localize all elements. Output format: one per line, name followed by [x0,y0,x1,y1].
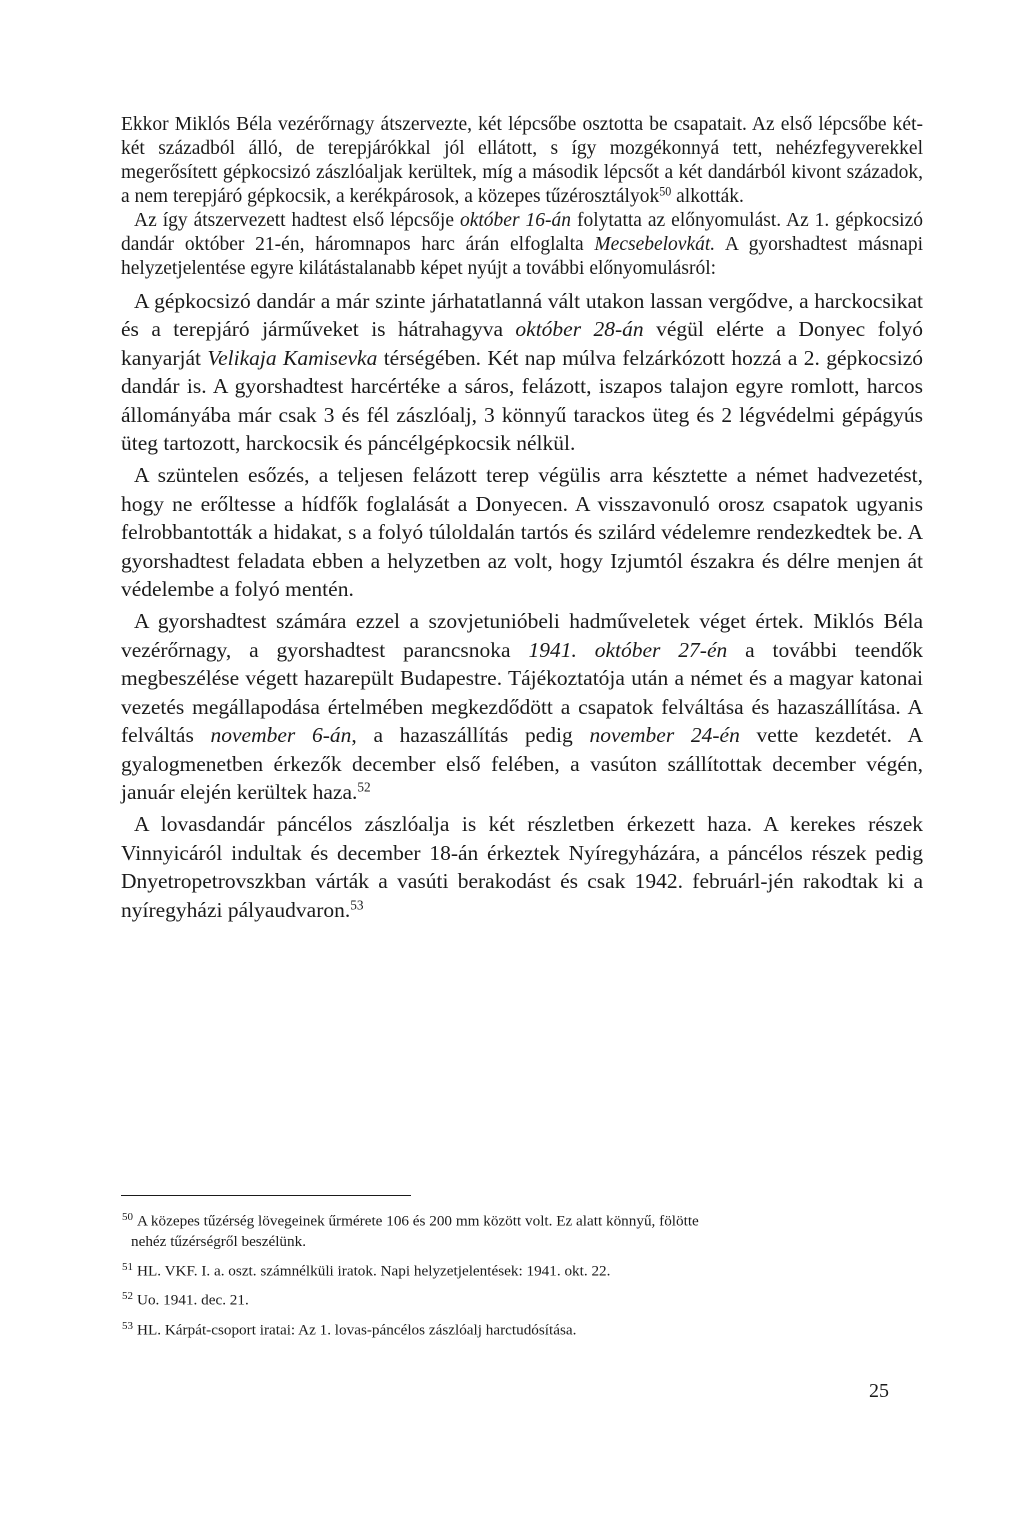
footnote-ref-52: 52 [357,779,371,795]
paragraph-5: A gyorshadtest számára ezzel a szovjetunióbeli hadműveletek véget értek. Miklós Béla vezérőrnagy, a gyorshadtest parancsnoka 1941. október 27-én a további teendők megbeszélése végett hazarepült Budapestre. Tájékoztatója után a német és a magyar katonai vezetés megállapodása értelmében megkezdődött a csapatok felváltása és hazaszállítása. A felváltás november 6-án, a hazaszállítás pedig november 24-én vette kezdetét. A gyalogmenetben érkezők december első felében, a vasúton szállítottak december végén, január elején kerültek haza.$^{52}$ [121,609,923,804]
paragraph-1: Ekkor Miklós Béla vezérőrnagy átszervezte, két lépcsőbe osztotta be csapatait. Az első lépcsőbe két-két századból álló, de terepjárókkal jól ellátott, s így mozgékonnyá tett, nehézfegyverekkel megerősített gépkocsizó zászlóaljak kerültek, míg a második lépcsőt a két dandárból kivont századok, a nem terepjáró gépkocsik, a kerékpárosok, a közepes tűzérosztályok$^{50}$ alkották. [121,114,923,207]
paragraph-6: A lovasdandár páncélos zászlóalja is két részletben érkezett haza. A kerekes részek Vinnyicáról indultak és december 18-án érkeztek Nyíregyházára, a páncélos részek pedig Dnyetropetrovszkban várták a vasúti berakodást és csak 1942. februárl-jén rakodtak ki a nyíregyházi pályaudvaron.$^{53}$ [121,812,923,922]
paragraph-4: A szüntelen esőzés, a teljesen felázott terep végülis arra késztette a német hadvezetést, hogy ne erőltesse a hídfők foglalását a Donyecen. A visszavonuló orosz csapatok ugyanis felrobbantották a hidakat, s a folyó túloldalán tartós és szilárd védelemre rendezkedtek be. A gyorshadtest feladata ebben a helyzetben az volt, hogy Izjumtól északra és délre menjen át védelembe a folyó mentén. [121,463,923,602]
footnote-53: $^{53}$ HL. Kárpát-csoport iratai: Az 1. lovas-páncélos zászlóalj harctudósítása. [122,1319,577,1338]
footnote-50: $^{50}$ A közepes tűzérség lövegeinek űrmérete 106 és 200 mm között volt. Ez alatt könnyű, fölötte nehéz tűzérségről beszélünk. [122,1211,699,1250]
body-text [121,113,923,924]
footnote-ref-50: 50 [659,184,672,199]
paragraph-2: Az így átszervezett hadtest első lépcsője október 16-án folytatta az előnyomulást. Az 1. gépkocsizó dandár október 21-én, háromnapos harc árán elfoglalta Mecsebelovkát. A gyorshadtest másnapi helyzetjelentése egyre kilátástalanabb képet nyújt a további előnyomulásról: [121,210,923,279]
footnote-divider [121,1195,411,1196]
page-number: 25 [869,1380,889,1402]
footnote-51: $^{51}$ HL. VKF. I. a. oszt. számnélküli iratok. Napi helyzetjelentések: 1941. okt. 22. [122,1260,611,1279]
footnotes [108,1207,918,1345]
footnote-52: $^{52}$ Uo. 1941. dec. 21. [122,1290,249,1309]
footnote-ref-53: 53 [350,897,364,913]
paragraph-3: A gépkocsizó dandár a már szinte járhatatlanná vált utakon lassan vergődve, a harckocsikat és a terepjáró járműveket is hátrahagyva október 28-án végül elérte a Donyec folyó kanyarját Velikaja Kamisevka térségében. Két nap múlva felzárkózott hozzá a 2. gépkocsizó dandár is. A gyorshadtest harcértéke a sáros, felázott, iszapos talajon egyre romlott, harcos állományába már csak 3 és fél zászlóalj, 3 könnyű tarackos üteg és 2 légvédelmi gépágyús üteg tartozott, harckocsik és páncélgépkocsik nélkül. [121,289,923,456]
